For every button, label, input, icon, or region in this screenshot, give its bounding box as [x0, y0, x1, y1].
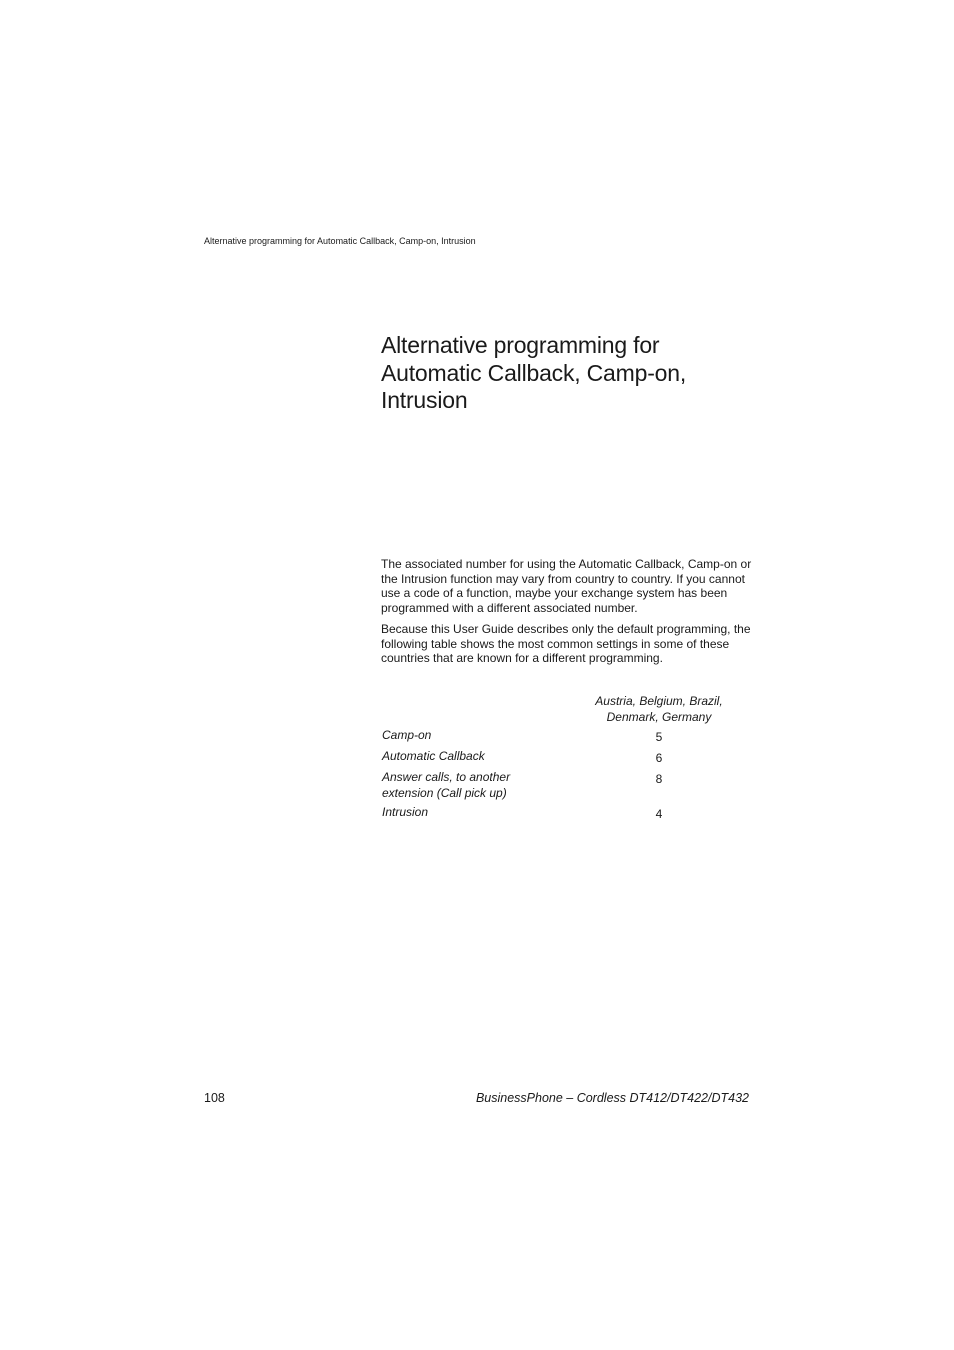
table-row-value: 5 — [655, 730, 663, 744]
table-row — [382, 727, 754, 745]
table-row-feature-line-1: Answer calls, to another — [382, 770, 511, 784]
page-title — [381, 332, 761, 415]
country-settings-table — [382, 693, 754, 825]
table-row-value: 8 — [655, 772, 663, 786]
table-row-value: 6 — [655, 751, 663, 765]
table-header-row — [382, 693, 754, 725]
table-header-countries-line-1: Austria, Belgium, Brazil, — [595, 694, 723, 708]
table-row — [382, 804, 754, 822]
table-row-value: 4 — [655, 807, 663, 821]
page-title-line-3: Intrusion — [381, 387, 468, 413]
table-row — [382, 748, 754, 766]
table-header-countries — [582, 693, 736, 725]
page-title-line-1: Alternative programming for — [381, 332, 660, 358]
table-row-feature: Intrusion — [382, 805, 429, 819]
page-title-line-2: Automatic Callback, Camp-on, — [381, 359, 687, 386]
page-number: 108 — [204, 1091, 225, 1105]
footer-product-name: BusinessPhone – Cordless DT412/DT422/DT432 — [475, 1091, 749, 1105]
table-row-feature-line-2: extension (Call pick up) — [382, 786, 507, 800]
table-intro-paragraph: Because this User Guide describes only the default programming, the following table shows the most common settings in some of these countries that are known for a different programming. — [381, 622, 751, 665]
table-row-feature: Automatic Callback — [382, 749, 485, 763]
table-row-feature: Camp-on — [382, 728, 432, 742]
table-header-countries-line-2: Denmark, Germany — [606, 710, 712, 724]
intro-paragraph: The associated number for using the Automatic Callback, Camp-on or the Intrusion function may vary from country to country. If you cannot use a code of a function, maybe your exchange system has been programmed with a different associated number. — [381, 557, 752, 615]
table-row — [382, 769, 754, 801]
table-row-feature — [382, 769, 582, 801]
running-header: Alternative programming for Automatic Callback, Camp-on, Intrusion — [204, 236, 476, 246]
body-text — [381, 557, 753, 673]
